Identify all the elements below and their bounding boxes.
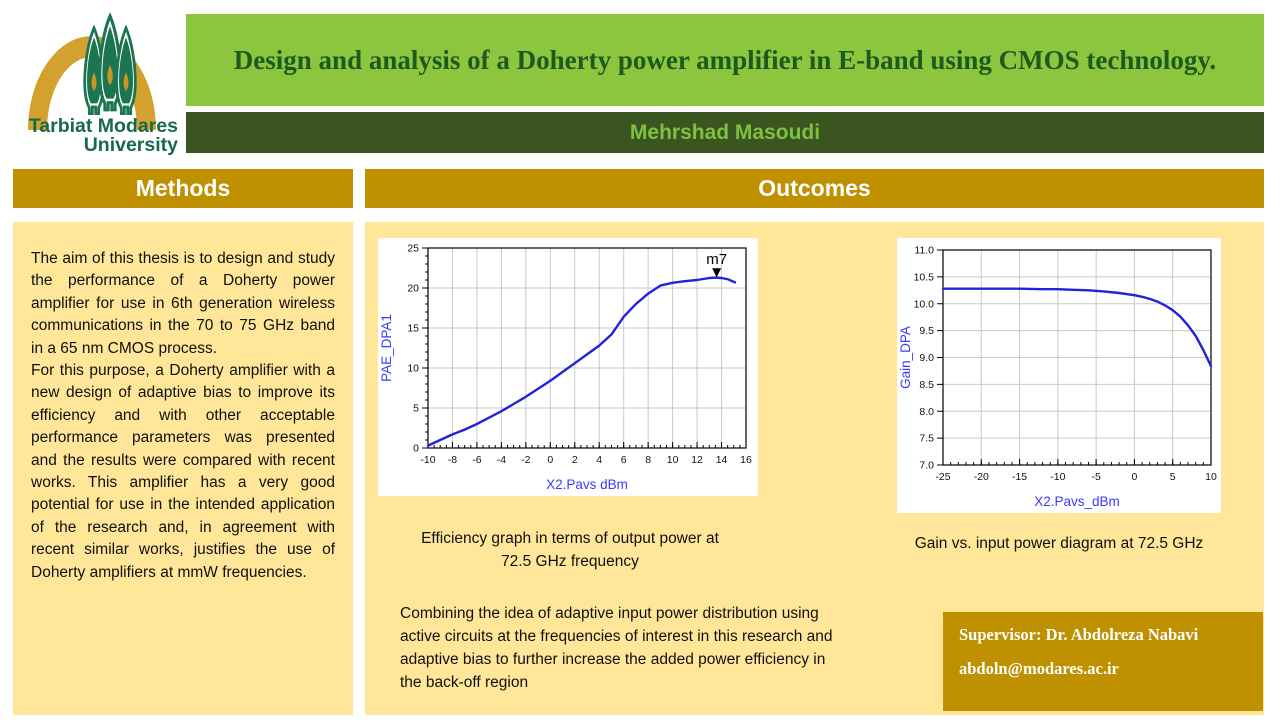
outcomes-paragraph: Combining the idea of adaptive input power distribution using active circuits at the frequencies of interest in this research and adaptive bias to further increase the added power efficiency in the back-off region <box>400 605 833 691</box>
author-name: Mehrshad Masoudi <box>629 120 821 144</box>
svg-text:7.5: 7.5 <box>919 432 934 445</box>
pae-efficiency-chart <box>378 238 758 496</box>
svg-text:16: 16 <box>740 454 752 466</box>
svg-text:-25: -25 <box>935 471 951 483</box>
svg-text:-2: -2 <box>521 454 531 466</box>
svg-text:-5: -5 <box>1091 471 1101 483</box>
svg-text:9.0: 9.0 <box>919 352 934 364</box>
svg-text:10: 10 <box>1205 471 1217 483</box>
svg-text:7.0: 7.0 <box>919 459 934 472</box>
svg-text:11.0: 11.0 <box>914 244 934 257</box>
svg-text:14: 14 <box>715 454 728 466</box>
svg-text:-6: -6 <box>472 454 482 466</box>
svg-text:5: 5 <box>1169 471 1176 483</box>
svg-text:-10: -10 <box>1050 471 1066 483</box>
supervisor-box <box>943 612 1263 711</box>
supervisor-email: abdoln@modares.ac.ir <box>959 659 1119 678</box>
svg-text:9.5: 9.5 <box>919 325 934 338</box>
svg-text:10.5: 10.5 <box>913 271 934 284</box>
svg-text:2: 2 <box>571 454 578 466</box>
title-bar <box>186 14 1264 106</box>
svg-text:0: 0 <box>547 454 554 466</box>
pae-chart-box <box>378 238 758 496</box>
svg-text:-10: -10 <box>420 454 436 466</box>
methods-section-header <box>13 169 353 208</box>
gain-chart <box>897 238 1221 513</box>
svg-text:-15: -15 <box>1011 471 1028 483</box>
svg-text:-20: -20 <box>973 471 989 483</box>
author-bar <box>186 112 1264 153</box>
methods-panel <box>13 222 353 715</box>
outcomes-heading: Outcomes <box>758 175 871 201</box>
svg-text:8.0: 8.0 <box>919 405 934 418</box>
svg-text:20: 20 <box>407 282 419 295</box>
gain-chart-caption: Gain vs. input power diagram at 72.5 GHz <box>914 535 1204 552</box>
svg-text:0: 0 <box>413 442 419 455</box>
svg-text:-4: -4 <box>496 454 507 466</box>
svg-text:10.0: 10.0 <box>913 298 934 311</box>
svg-text:X2.Pavs dBm: X2.Pavs dBm <box>546 477 628 492</box>
poster-title: Design and analysis of a Doherty power amplifier in E-band using CMOS technology. <box>233 45 1217 75</box>
svg-text:5: 5 <box>413 402 419 415</box>
university-logo <box>20 10 182 158</box>
svg-text:m7: m7 <box>706 251 728 269</box>
methods-paragraph-1: The aim of this thesis is to design and study the performance of a Doherty power amplifier for use in 6th generation wireless communications in the 70 to 75 GHz band in a 65 nm CMOS process. <box>31 250 335 357</box>
svg-text:PAE_DPA1: PAE_DPA1 <box>379 314 394 382</box>
pae-chart-caption <box>390 527 750 573</box>
svg-text:Gain_DPA: Gain_DPA <box>898 326 913 389</box>
logo-text-line1: Tarbiat Modares <box>28 115 178 137</box>
outcomes-section-header <box>365 169 1264 208</box>
svg-text:8.5: 8.5 <box>919 378 934 391</box>
methods-paragraph-2: For this purpose, a Doherty amplifier with a new design of adaptive bias to improve its efficiency and with other acceptable performance parameters was presented and the results were compared with recent works. This amplifier has a very good potential for use in the intended application of the research and, in agreement with recent similar works, justifies the use of Doherty amplifiers at mmW frequencies. <box>31 362 335 581</box>
pae-caption-line1: Efficiency graph in terms of output power at <box>421 530 719 547</box>
logo-text-line2: University <box>83 134 178 156</box>
svg-text:10: 10 <box>666 454 679 466</box>
svg-text:15: 15 <box>407 322 419 335</box>
pae-caption-line2: 72.5 GHz frequency <box>501 553 639 570</box>
svg-text:12: 12 <box>691 454 703 466</box>
svg-text:-8: -8 <box>447 454 458 466</box>
svg-text:6: 6 <box>620 454 627 466</box>
methods-heading: Methods <box>135 175 231 201</box>
svg-text:4: 4 <box>596 454 603 466</box>
svg-text:0: 0 <box>1131 471 1138 483</box>
logo-cypress-right <box>117 28 136 114</box>
svg-text:25: 25 <box>407 242 419 255</box>
svg-text:10: 10 <box>407 362 419 375</box>
svg-text:X2.Pavs_dBm: X2.Pavs_dBm <box>1034 494 1120 509</box>
gain-chart-box <box>897 238 1221 513</box>
supervisor-name: Supervisor: Dr. Abdolreza Nabavi <box>959 625 1199 644</box>
svg-text:8: 8 <box>645 454 652 466</box>
